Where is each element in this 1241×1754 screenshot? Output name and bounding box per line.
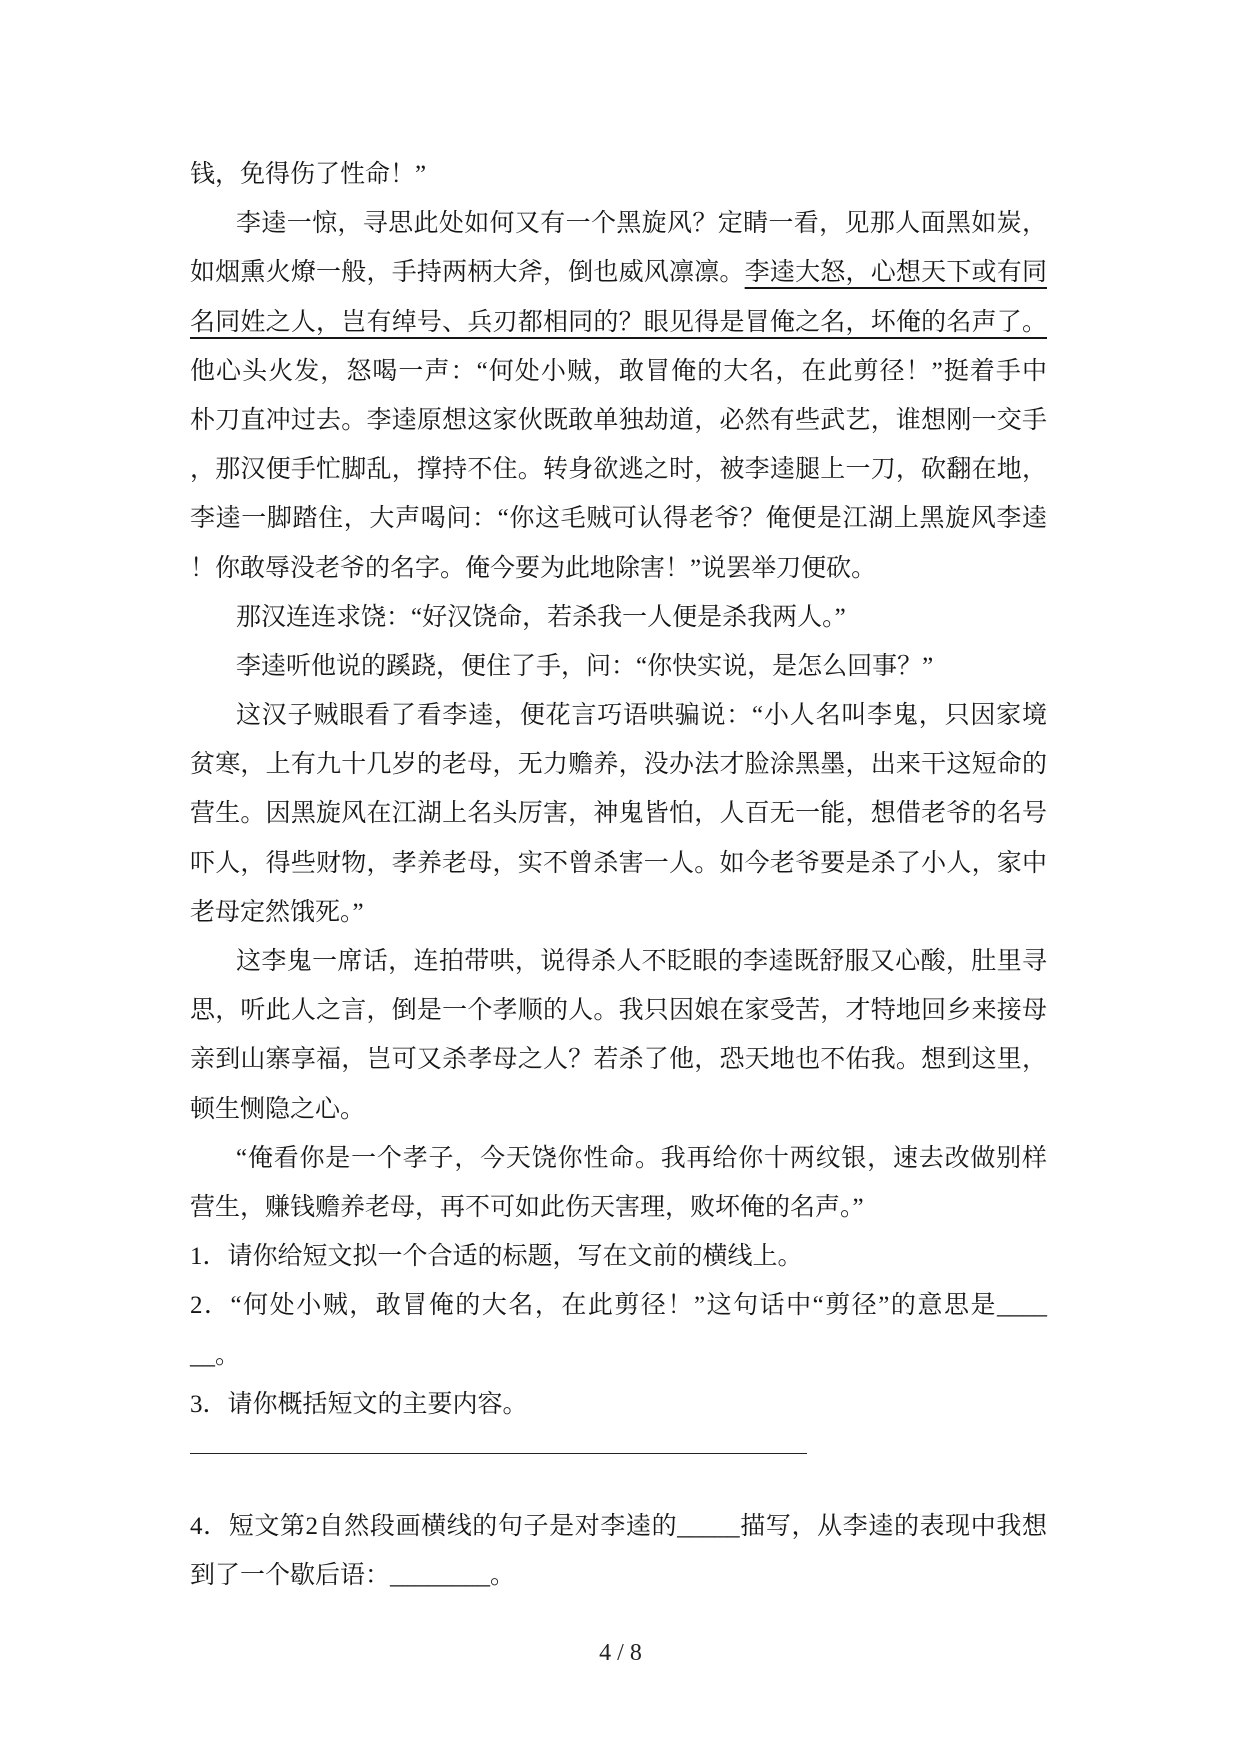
question-4: 4．短文第2自然段画横线的句子是对李逵的_____描写，从李逵的表现中我想 — [190, 1513, 1047, 1541]
passage-line — [190, 248, 1047, 297]
passage-line: 朴刀直冲过去。李逵原想这家伙既敢单独劫道，必然有些武艺，谁想刚一交手 — [190, 406, 1047, 434]
underlined-sentence: 名同姓之人，岂有绰号、兵刃都相同的？眼见得是冒俺之名，坏俺的名声了。 — [190, 308, 1047, 336]
passage-line: ，那汉便手忙脚乱，撑持不住。转身欲逃之时，被李逵腿上一刀，砍翻在地， — [190, 456, 1047, 484]
passage-line: 营生。因黑旋风在江湖上名头厉害，神鬼皆怕，人百无一能，想借老爷的名号 — [190, 800, 1047, 828]
passage-line: 贫寒，上有九十几岁的老母，无力赡养，没办法才脸涂黑墨，出来干这短命的 — [190, 751, 1047, 779]
question-2: 2．“何处小贼，敢冒俺的大名，在此剪径！”这句话中“剪径”的意思是____ — [190, 1292, 1047, 1320]
question-1: 1．请你给短文拟一个合适的标题，写在文前的横线上。 — [190, 1243, 803, 1271]
passage-line: 李逵听他说的蹊跷，便住了手，问：“你快实说，是怎么回事？” — [236, 652, 934, 680]
passage-line: 李逵一惊，寻思此处如何又有一个黑旋风？定睛一看，见那人面黑如炭， — [236, 210, 1047, 238]
passage-line: 老母定然饿死。” — [190, 898, 364, 926]
passage-line: “俺看你是一个孝子，今天饶你性命。我再给你十两纹银，速去改做别样 — [236, 1144, 1047, 1172]
passage-line: 这汉子贼眼看了看李逵，便花言巧语哄骗说：“小人名叫李鬼，只因家境 — [236, 702, 1047, 730]
question-3: 3．请你概括短文的主要内容。 — [190, 1390, 528, 1418]
passage-line: 顿生恻隐之心。 — [190, 1095, 366, 1123]
underlined-sentence: 李逵大怒，心想天下或有同 — [744, 259, 1047, 287]
question-4-continued: 到了一个歇后语：________。 — [190, 1562, 516, 1590]
passage-line: ！你敢辱没老爷的名字。俺今要为此地除害！”说罢举刀便砍。 — [190, 554, 877, 582]
answer-line-row — [190, 1453, 1047, 1502]
passage-line: 李逵一脚踏住，大声喝问：“你这毛贼可认得老爷？俺便是江湖上黑旋风李逵 — [190, 505, 1047, 533]
page-number: 4 / 8 — [599, 1640, 642, 1666]
passage-line: 思，听此人之言，倒是一个孝顺的人。我只因娘在家受苦，才特地回乡来接母 — [190, 997, 1047, 1025]
passage-line: 钱，免得伤了性命！” — [190, 161, 427, 188]
passage-line: 营生，赚钱赡养老母，再不可如此伤天害理，败坏俺的名声。” — [190, 1193, 864, 1221]
passage-line: 这李鬼一席话，连拍带哄，说得杀人不眨眼的李逵既舒服又心酸，肚里寻 — [236, 948, 1047, 975]
passage-line: 他心头火发，怒喝一声：“何处小贼，敢冒俺的大名，在此剪径！”挺着手中 — [190, 357, 1047, 385]
answer-line — [190, 1453, 807, 1454]
passage-text: 如烟熏火燎一般，手持两柄大斧，倒也威风凛凛。 — [190, 259, 745, 287]
document-body — [190, 150, 1047, 1600]
passage-line: 那汉连连求饶：“好汉饶命，若杀我一人便是杀我两人。” — [236, 603, 846, 631]
question-2-continued: __。 — [190, 1341, 241, 1369]
passage-line: 吓人，得些财物，孝养老母，实不曾杀害一人。如今老爷要是杀了小人，家中 — [190, 849, 1047, 877]
passage-line: 亲到山寨享福，岂可又杀孝母之人？若杀了他，恐天地也不佑我。想到这里， — [190, 1046, 1047, 1074]
passage-line — [190, 298, 1047, 347]
